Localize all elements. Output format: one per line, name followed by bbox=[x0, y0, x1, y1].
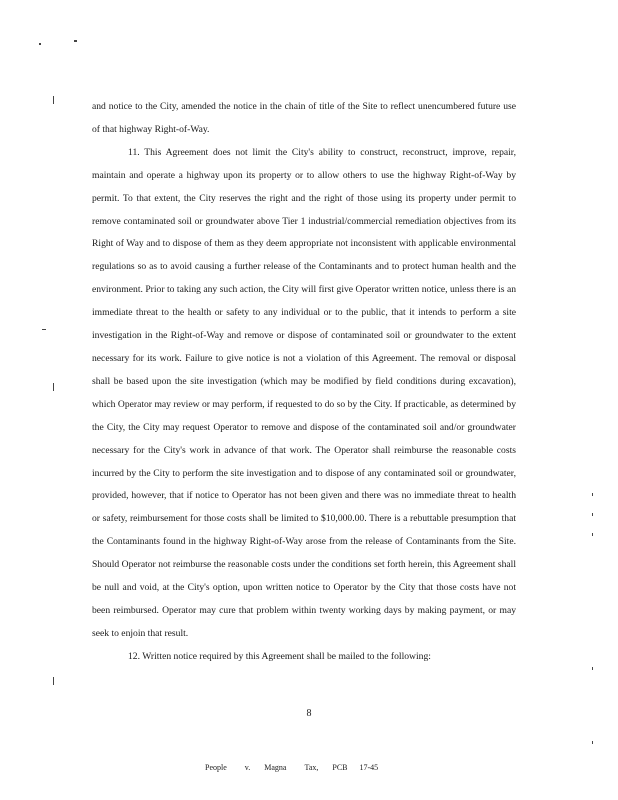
footer-word: PCB bbox=[332, 763, 348, 772]
footer-word: 17-45 bbox=[359, 763, 379, 772]
scan-speck bbox=[74, 40, 77, 42]
footer-word: v. bbox=[244, 763, 251, 772]
margin-tick bbox=[592, 493, 593, 496]
margin-tick bbox=[592, 513, 593, 516]
footer-citation bbox=[205, 763, 378, 772]
page-number: 8 bbox=[306, 708, 312, 719]
margin-tick bbox=[53, 96, 54, 104]
scan-speck bbox=[39, 43, 41, 45]
margin-tick bbox=[53, 677, 54, 685]
footer-word: People bbox=[205, 763, 227, 772]
margin-tick bbox=[53, 383, 54, 391]
margin-tick bbox=[592, 741, 593, 744]
margin-tick bbox=[42, 329, 46, 330]
paragraph-11: 11. This Agreement does not limit the City's ability to construct, reconstruct, improve, repair, maintain and operate a highway upon its property or to allow others to use the highway Right-of-Way by permit. To that extent, the City reserves the right and the right of those using its property under permit to remove contaminated soil or groundwater above Tier 1 industrial/commercial remediation objectives from its Right of Way and to dispose of them as they deem appropriate not inconsistent with applicable environmental regulations so as to avoid causing a further release of the Contaminants and to protect human health and the environment. Prior to taking any such action, the City will first give Operator written notice, unless there is an immediate threat to the health or safety to any individual or to the public, that it intends to perform a site investigation in the Right-of-Way and remove or dispose of contaminated soil or groundwater to the extent necessary for its work. Failure to give notice is not a violation of this Agreement. The removal or disposal shall be based upon the site investigation (which may be modified by field conditions during excavation), which Operator may review or may perform, if requested to do so by the City. If practicable, as determined by the City, the City may request Operator to remove and dispose of the contaminated soil and/or groundwater necessary for the City's work in advance of that work. The Operator shall reimburse the reasonable costs incurred by the City to perform the site investigation and to dispose of any contaminated soil or groundwater, provided, however, that if notice to Operator has not been given and there was no immediate threat to health or safety, reimbursement for those costs shall be limited to $10,000.00. There is a rebuttable presumption that the Contaminants found in the highway Right-of-Way arose from the release of Contaminants from the Site. Should Operator not reimburse the reasonable costs under the conditions set forth herein, this Agreement shall be null and void, at the City's option, upon written notice to Operator by the City that those costs have not been reimbursed. Operator may cure that problem within twenty working days by making payment, or may seek to enjoin that result. bbox=[92, 146, 516, 639]
footer-word: Magna bbox=[264, 763, 287, 772]
margin-tick bbox=[592, 667, 593, 670]
paragraph-12: 12. Written notice required by this Agreement shall be mailed to the following: bbox=[128, 650, 431, 662]
margin-tick bbox=[592, 533, 593, 536]
footer-word: Tax, bbox=[304, 763, 319, 772]
body-text bbox=[92, 96, 516, 669]
paragraph-continuation: and notice to the City, amended the notice in the chain of title of the Site to reflect unencumbered future use of that highway Right-of-Way. bbox=[92, 101, 516, 135]
